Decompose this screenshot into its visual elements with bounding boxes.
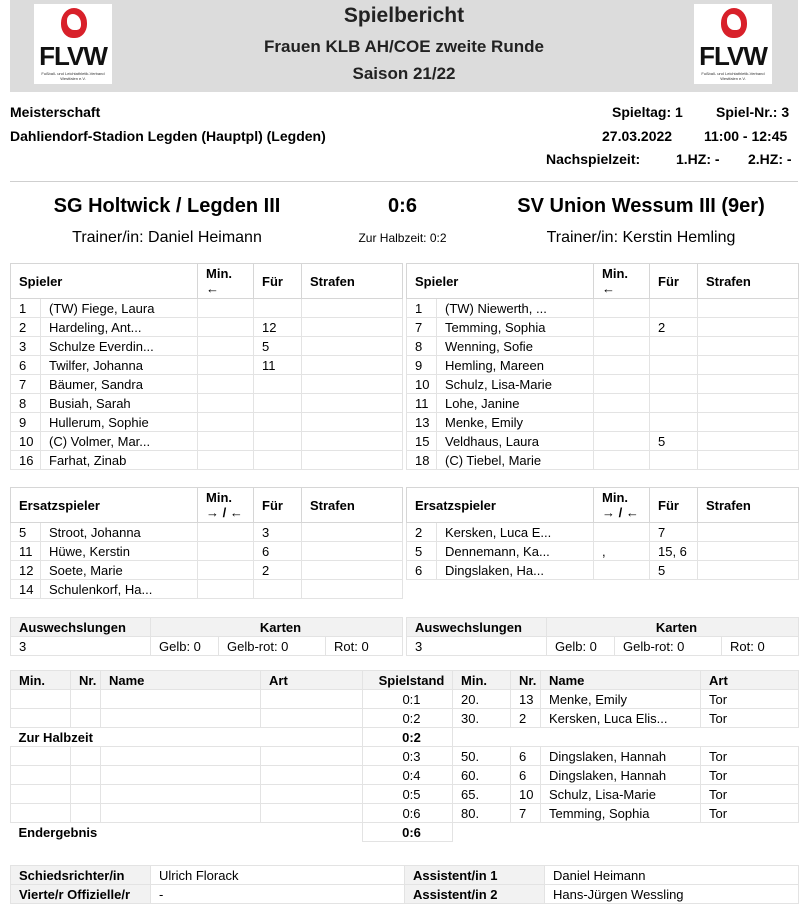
event-nr: 10: [511, 785, 541, 804]
player-strafen: [698, 299, 799, 318]
player-fuer: 11: [254, 356, 302, 375]
player-fuer: 12: [254, 318, 302, 337]
player-fuer: 7: [650, 523, 698, 542]
player-min: [198, 413, 254, 432]
header-fuer: Für: [254, 264, 302, 299]
page-title: Spielbericht: [343, 4, 465, 27]
ass1-label: Assistent/in 1: [405, 866, 545, 885]
ass2-name: Hans-Jürgen Wessling: [545, 885, 799, 904]
player-fuer: [254, 432, 302, 451]
player-nr: 13: [407, 413, 437, 432]
header-fuer: Für: [650, 488, 698, 523]
player-fuer: 5: [650, 561, 698, 580]
player-min: [594, 299, 650, 318]
player-strafen: [698, 542, 799, 561]
player-strafen: [698, 451, 799, 470]
event-name: Menke, Emily: [541, 690, 701, 709]
player-strafen: [698, 523, 799, 542]
ass2-label: Assistent/in 2: [405, 885, 545, 904]
karten-label: Karten: [151, 618, 403, 637]
player-name: Menke, Emily: [437, 413, 594, 432]
nachspielzeit-hz2: 2.HZ: -: [748, 151, 792, 167]
ev-header-nr: Nr.: [511, 671, 541, 690]
player-row: [407, 542, 799, 561]
auswechslungen-value: 3: [407, 637, 547, 656]
player-fuer: 3: [254, 523, 302, 542]
event-label: Endergebnis: [18, 824, 98, 840]
player-name: Veldhaus, Laura: [437, 432, 594, 451]
player-nr: 10: [407, 375, 437, 394]
player-min: [198, 394, 254, 413]
player-fuer: [650, 394, 698, 413]
event-home-nr: [71, 766, 101, 785]
event-row: [11, 747, 799, 766]
event-nr: 6: [511, 747, 541, 766]
event-score: 0:3: [363, 747, 453, 766]
nachspielzeit-label: Nachspielzeit:: [546, 151, 641, 167]
events-table: [10, 670, 799, 842]
event-home-art: [261, 804, 363, 823]
event-art: Tor: [701, 804, 799, 823]
event-nr: 7: [511, 804, 541, 823]
player-name: (C) Tiebel, Marie: [437, 451, 594, 470]
away-players-table: [406, 263, 799, 470]
player-fuer: [254, 413, 302, 432]
player-nr: 11: [407, 394, 437, 413]
event-label-row: [11, 728, 799, 747]
event-home-min: [11, 785, 71, 804]
ev-header-min: Min.: [11, 671, 71, 690]
event-score: 0:1: [363, 690, 453, 709]
player-strafen: [698, 432, 799, 451]
gelbrot-count: Gelb-rot: 0: [615, 637, 722, 656]
player-strafen: [698, 561, 799, 580]
event-score: 0:2: [363, 709, 453, 728]
player-nr: 10: [11, 432, 41, 451]
player-name: Twilfer, Johanna: [41, 356, 198, 375]
event-min: 20.: [453, 690, 511, 709]
match-time: 11:00 - 12:45: [704, 128, 788, 144]
player-strafen: [302, 394, 403, 413]
header-min: Min. → / ←: [198, 488, 254, 523]
event-name: Dingslaken, Hannah: [541, 747, 701, 766]
player-row: [407, 299, 799, 318]
event-art: Tor: [701, 766, 799, 785]
player-min: [594, 523, 650, 542]
player-min: [198, 318, 254, 337]
season-title: Saison 21/22: [352, 64, 456, 83]
event-home-nr: [71, 709, 101, 728]
player-nr: 14: [11, 580, 41, 599]
event-home-nr: [71, 690, 101, 709]
player-name: Hullerum, Sophie: [41, 413, 198, 432]
event-home-nr: [71, 785, 101, 804]
player-strafen: [302, 451, 403, 470]
player-min: [594, 318, 650, 337]
ev-header-art: Art: [701, 671, 799, 690]
player-strafen: [698, 375, 799, 394]
event-nr: 13: [511, 690, 541, 709]
gelb-count: Gelb: 0: [547, 637, 615, 656]
auswechslungen-value: 3: [11, 637, 151, 656]
vierte-name: -: [151, 885, 405, 904]
event-home-name: [101, 690, 261, 709]
event-label: Zur Halbzeit: [18, 729, 93, 745]
player-fuer: [650, 451, 698, 470]
officials-table: [10, 865, 799, 904]
player-name: Schulze Everdin...: [41, 337, 198, 356]
player-min: ,: [594, 542, 650, 561]
event-min: 65.: [453, 785, 511, 804]
player-min: [594, 356, 650, 375]
header-min: Min. → / ←: [594, 488, 650, 523]
event-home-name: [101, 804, 261, 823]
venue: Dahliendorf-Stadion Legden (Hauptpl) (Legden): [10, 128, 326, 144]
player-min: [198, 542, 254, 561]
event-art: Tor: [701, 747, 799, 766]
player-min: [594, 432, 650, 451]
away-summary: [406, 617, 799, 656]
flvw-logo-right: FLVW Fußball- und Leichtathletik-Verband Westfalen e.V.: [694, 4, 772, 84]
player-name: Dennemann, Ka...: [437, 542, 594, 561]
player-name: Kersken, Luca E...: [437, 523, 594, 542]
player-strafen: [302, 337, 403, 356]
player-strafen: [698, 318, 799, 337]
header-ersatzspieler: Ersatzspieler: [11, 488, 198, 523]
event-score: 0:4: [363, 766, 453, 785]
player-strafen: [302, 299, 403, 318]
player-min: [198, 561, 254, 580]
player-name: (TW) Fiege, Laura: [41, 299, 198, 318]
player-row: [11, 375, 403, 394]
player-row: [407, 413, 799, 432]
gelbrot-count: Gelb-rot: 0: [219, 637, 326, 656]
player-row: [407, 561, 799, 580]
player-min: [594, 413, 650, 432]
player-name: Schulenkorf, Ha...: [41, 580, 198, 599]
player-row: [11, 337, 403, 356]
header-strafen: Strafen: [302, 488, 403, 523]
nachspielzeit-hz1: 1.HZ: -: [676, 151, 720, 167]
player-fuer: 6: [254, 542, 302, 561]
ev-header-nr: Nr.: [71, 671, 101, 690]
player-nr: 5: [407, 542, 437, 561]
final-score: 0:6: [388, 195, 417, 217]
player-nr: 2: [407, 523, 437, 542]
player-min: [198, 451, 254, 470]
player-name: Hüwe, Kerstin: [41, 542, 198, 561]
player-min: [198, 337, 254, 356]
player-nr: 6: [11, 356, 41, 375]
player-strafen: [302, 375, 403, 394]
player-row: [407, 394, 799, 413]
player-row: [11, 580, 403, 599]
halftime-score: Zur Halbzeit: 0:2: [358, 231, 447, 245]
player-nr: 2: [11, 318, 41, 337]
event-art: Tor: [701, 785, 799, 804]
player-nr: 18: [407, 451, 437, 470]
player-row: [407, 375, 799, 394]
competition: Meisterschaft: [10, 104, 101, 120]
player-row: [11, 561, 403, 580]
player-row: [11, 542, 403, 561]
player-row: [407, 356, 799, 375]
player-name: Busiah, Sarah: [41, 394, 198, 413]
auswechslungen-label: Auswechslungen: [407, 618, 547, 637]
ev-header-name: Name: [541, 671, 701, 690]
player-strafen: [302, 432, 403, 451]
event-nr: 2: [511, 709, 541, 728]
event-home-name: [101, 785, 261, 804]
home-trainer: Trainer/in: Daniel Heimann: [72, 229, 262, 246]
event-row: [11, 766, 799, 785]
event-min: 80.: [453, 804, 511, 823]
player-row: [407, 451, 799, 470]
away-subs-table: [406, 487, 799, 580]
player-fuer: 5: [650, 432, 698, 451]
event-min: 30.: [453, 709, 511, 728]
event-home-name: [101, 747, 261, 766]
player-name: Lohe, Janine: [437, 394, 594, 413]
event-row: [11, 785, 799, 804]
player-min: [198, 580, 254, 599]
event-row: [11, 709, 799, 728]
player-name: (C) Volmer, Mar...: [41, 432, 198, 451]
header-spieler: Spieler: [11, 264, 198, 299]
player-fuer: 15, 6: [650, 542, 698, 561]
player-fuer: [650, 356, 698, 375]
player-nr: 8: [407, 337, 437, 356]
player-row: [11, 413, 403, 432]
player-fuer: [650, 413, 698, 432]
player-min: [198, 523, 254, 542]
header-fuer: Für: [254, 488, 302, 523]
player-min: [594, 394, 650, 413]
player-strafen: [698, 413, 799, 432]
event-home-min: [11, 709, 71, 728]
player-strafen: [302, 580, 403, 599]
event-score: 0:6: [363, 804, 453, 823]
player-min: [594, 561, 650, 580]
player-min: [594, 451, 650, 470]
rot-count: Rot: 0: [722, 637, 799, 656]
event-min: 50.: [453, 747, 511, 766]
event-empty: [453, 728, 799, 747]
event-home-min: [11, 690, 71, 709]
gelb-count: Gelb: 0: [151, 637, 219, 656]
away-trainer: Trainer/in: Kerstin Hemling: [546, 229, 736, 246]
event-empty: [453, 823, 799, 842]
player-nr: 6: [407, 561, 437, 580]
auswechslungen-label: Auswechslungen: [11, 618, 151, 637]
player-strafen: [698, 394, 799, 413]
header-fuer: Für: [650, 264, 698, 299]
player-nr: 7: [11, 375, 41, 394]
player-strafen: [698, 337, 799, 356]
player-name: Dingslaken, Ha...: [437, 561, 594, 580]
event-name: Temming, Sophia: [541, 804, 701, 823]
home-players-table: [10, 263, 403, 470]
player-row: [11, 394, 403, 413]
player-fuer: 5: [254, 337, 302, 356]
ev-header-name: Name: [101, 671, 261, 690]
player-min: [594, 337, 650, 356]
player-nr: 9: [11, 413, 41, 432]
event-score: 0:6: [363, 823, 453, 842]
home-summary: [10, 617, 403, 656]
event-art: Tor: [701, 690, 799, 709]
player-nr: 16: [11, 451, 41, 470]
header-ersatzspieler: Ersatzspieler: [407, 488, 594, 523]
event-home-min: [11, 747, 71, 766]
player-strafen: [302, 542, 403, 561]
player-nr: 1: [407, 299, 437, 318]
player-row: [11, 432, 403, 451]
player-fuer: [254, 451, 302, 470]
player-nr: 11: [11, 542, 41, 561]
home-subs-table: [10, 487, 403, 599]
schiri-label: Schiedsrichter/in: [11, 866, 151, 885]
player-strafen: [302, 318, 403, 337]
player-fuer: 2: [254, 561, 302, 580]
player-fuer: [254, 580, 302, 599]
player-name: Hemling, Mareen: [437, 356, 594, 375]
event-name: Kersken, Luca Elis...: [541, 709, 701, 728]
player-min: [594, 375, 650, 394]
event-art: Tor: [701, 709, 799, 728]
player-name: Stroot, Johanna: [41, 523, 198, 542]
event-home-art: [261, 747, 363, 766]
player-row: [11, 523, 403, 542]
karten-label: Karten: [547, 618, 799, 637]
player-row: [407, 318, 799, 337]
player-strafen: [302, 561, 403, 580]
event-name: Dingslaken, Hannah: [541, 766, 701, 785]
home-team-name: SG Holtwick / Legden III: [53, 195, 281, 217]
player-fuer: [254, 299, 302, 318]
player-name: Soete, Marie: [41, 561, 198, 580]
player-nr: 5: [11, 523, 41, 542]
event-home-nr: [71, 804, 101, 823]
event-home-name: [101, 766, 261, 785]
event-home-art: [261, 766, 363, 785]
vierte-label: Vierte/r Offizielle/r: [11, 885, 151, 904]
player-min: [198, 432, 254, 451]
player-row: [407, 337, 799, 356]
event-name: Schulz, Lisa-Marie: [541, 785, 701, 804]
player-fuer: [650, 375, 698, 394]
player-fuer: [650, 299, 698, 318]
flvw-logo-left: FLVW Fußball- und Leichtathletik-Verband Westfalen e.V.: [34, 4, 112, 84]
player-fuer: [254, 394, 302, 413]
divider: [10, 181, 798, 182]
player-name: Farhat, Zinab: [41, 451, 198, 470]
ev-header-art: Art: [261, 671, 363, 690]
ass1-name: Daniel Heimann: [545, 866, 799, 885]
header-min: Min. ←: [594, 264, 650, 299]
event-row: [11, 804, 799, 823]
player-strafen: [698, 356, 799, 375]
event-label-row: [11, 823, 799, 842]
header-strafen: Strafen: [302, 264, 403, 299]
player-fuer: [254, 375, 302, 394]
player-name: Bäumer, Sandra: [41, 375, 198, 394]
event-score: 0:2: [363, 728, 453, 747]
player-fuer: [650, 337, 698, 356]
league-title: Frauen KLB AH/COE zweite Runde: [264, 37, 544, 56]
player-strafen: [302, 413, 403, 432]
player-nr: 9: [407, 356, 437, 375]
header-strafen: Strafen: [698, 488, 799, 523]
player-row: [11, 356, 403, 375]
event-score: 0:5: [363, 785, 453, 804]
player-nr: 3: [11, 337, 41, 356]
header-strafen: Strafen: [698, 264, 799, 299]
player-row: [11, 299, 403, 318]
event-nr: 6: [511, 766, 541, 785]
player-nr: 15: [407, 432, 437, 451]
event-home-min: [11, 804, 71, 823]
player-nr: 12: [11, 561, 41, 580]
rot-count: Rot: 0: [326, 637, 403, 656]
event-min: 60.: [453, 766, 511, 785]
event-home-nr: [71, 747, 101, 766]
player-name: Wenning, Sofie: [437, 337, 594, 356]
header-spieler: Spieler: [407, 264, 594, 299]
player-min: [198, 356, 254, 375]
event-home-name: [101, 709, 261, 728]
player-name: Temming, Sophia: [437, 318, 594, 337]
ev-header-min: Min.: [453, 671, 511, 690]
schiri-name: Ulrich Florack: [151, 866, 405, 885]
header-banner: [10, 0, 798, 92]
ev-header-spielstand: Spielstand: [363, 671, 453, 690]
player-name: Schulz, Lisa-Marie: [437, 375, 594, 394]
event-row: [11, 690, 799, 709]
player-row: [11, 451, 403, 470]
spieltag: Spieltag: 1: [612, 104, 683, 120]
header-min: Min. ←: [198, 264, 254, 299]
player-row: [407, 432, 799, 451]
event-home-art: [261, 785, 363, 804]
player-nr: 7: [407, 318, 437, 337]
event-home-art: [261, 690, 363, 709]
player-nr: 1: [11, 299, 41, 318]
player-row: [407, 523, 799, 542]
player-min: [198, 299, 254, 318]
match-date: 27.03.2022: [602, 128, 673, 144]
player-name: (TW) Niewerth, ...: [437, 299, 594, 318]
spiel-nr: Spiel-Nr.: 3: [716, 104, 790, 120]
event-home-art: [261, 709, 363, 728]
player-nr: 8: [11, 394, 41, 413]
player-name: Hardeling, Ant...: [41, 318, 198, 337]
player-fuer: 2: [650, 318, 698, 337]
player-min: [198, 375, 254, 394]
horse-emblem-icon: [721, 8, 747, 38]
away-team-name: SV Union Wessum III (9er): [517, 195, 765, 217]
player-strafen: [302, 356, 403, 375]
player-row: [11, 318, 403, 337]
event-home-min: [11, 766, 71, 785]
player-strafen: [302, 523, 403, 542]
